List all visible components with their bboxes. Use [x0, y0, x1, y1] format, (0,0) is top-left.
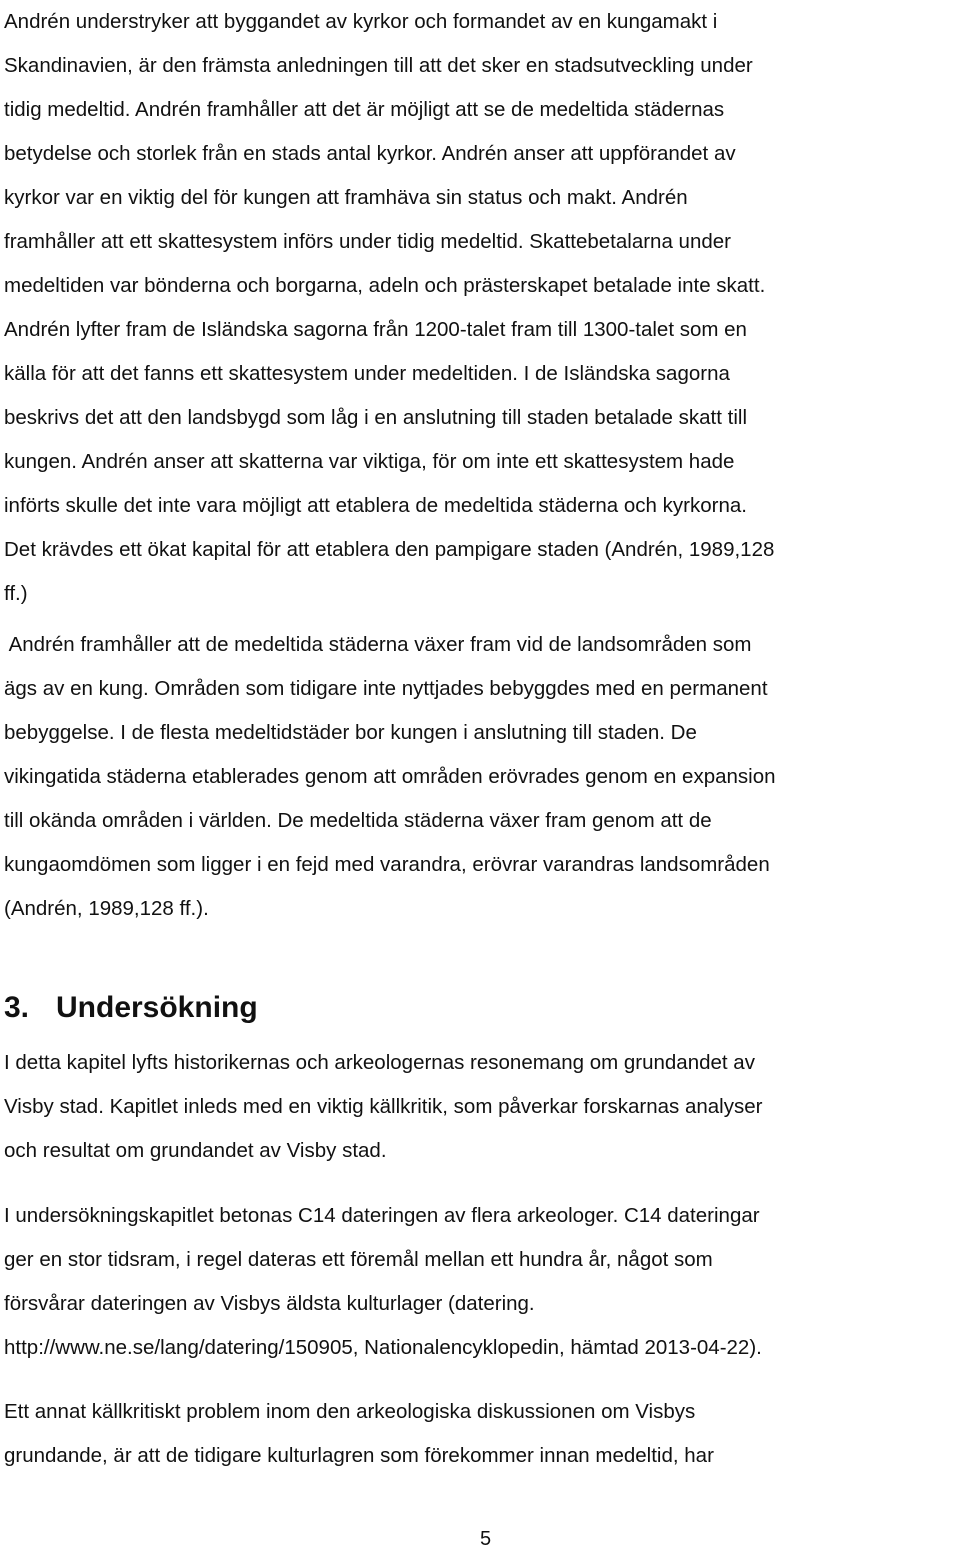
text-line: vikingatida städerna etablerades genom att områden erövrades genom en expansion	[4, 765, 776, 788]
body-paragraph-1	[4, 0, 774, 616]
text-line: kungen. Andrén anser att skatterna var viktiga, för om inte ett skattesystem hade	[4, 450, 735, 473]
text-line: ger en stor tidsram, i regel dateras ett föremål mellan ett hundra år, något som	[4, 1248, 713, 1271]
section-number: 3.	[4, 991, 30, 1024]
text-line: I undersökningskapitlet betonas C14 dateringen av flera arkeologer. C14 dateringar	[4, 1204, 760, 1227]
text-line: kungaomdömen som ligger i en fejd med varandra, erövrar varandras landsområden	[4, 853, 770, 876]
text-line: beskrivs det att den landsbygd som låg i en anslutning till staden betalade skatt till	[4, 406, 747, 429]
text-line: Ett annat källkritiskt problem inom den arkeologiska diskussionen om Visbys	[4, 1400, 696, 1423]
text-line: ff.)	[4, 582, 28, 605]
text-line: Andrén understryker att byggandet av kyrkor och formandet av en kungamakt i	[4, 10, 718, 33]
text-line: framhåller att ett skattesystem införs under tidig medeltid. Skattebetalarna under	[4, 230, 731, 253]
text-line: http://www.ne.se/lang/datering/150905, Nationalencyklopedin, hämtad 2013-04-22).	[4, 1336, 762, 1359]
text-line: grundande, är att de tidigare kulturlagren som förekommer innan medeltid, har	[4, 1444, 714, 1467]
text-line: bebyggelse. I de flesta medeltidstäder bor kungen i anslutning till staden. De	[4, 721, 697, 744]
text-line: Skandinavien, är den främsta anledningen till att det sker en stadsutveckling under	[4, 54, 753, 77]
text-line: källa för att det fanns ett skattesystem under medeltiden. I de Isländska sagorna	[4, 362, 730, 385]
section-heading	[4, 986, 258, 1030]
text-line: tidig medeltid. Andrén framhåller att det är möjligt att se de medeltida städernas	[4, 98, 725, 121]
page-number: 5	[480, 1528, 492, 1550]
text-line: Det krävdes ett ökat kapital för att etablera den pampigare staden (Andrén, 1989,128	[4, 538, 775, 561]
body-paragraph-2	[4, 623, 776, 931]
text-line: Andrén framhåller att de medeltida städerna växer fram vid de landsområden som	[4, 633, 752, 656]
text-line: och resultat om grundandet av Visby stad.	[4, 1139, 387, 1162]
section-paragraph-3	[4, 1390, 714, 1478]
text-line: Andrén lyfter fram de Isländska sagorna från 1200-talet fram till 1300-talet som en	[4, 318, 747, 341]
text-line: medeltiden var bönderna och borgarna, adeln och prästerskapet betalade inte skatt.	[4, 274, 766, 297]
text-line: ägs av en kung. Områden som tidigare inte nyttjades bebyggdes med en permanent	[4, 677, 768, 700]
section-title: Undersökning	[56, 991, 258, 1024]
section-paragraph-2	[4, 1194, 762, 1370]
text-line: försvårar dateringen av Visbys äldsta kulturlager (datering.	[4, 1292, 535, 1315]
text-line: (Andrén, 1989,128 ff.).	[4, 897, 209, 920]
text-line: kyrkor var en viktig del för kungen att framhäva sin status och makt. Andrén	[4, 186, 688, 209]
text-line: Visby stad. Kapitlet inleds med en viktig källkritik, som påverkar forskarnas analyser	[4, 1095, 763, 1118]
text-line: införts skulle det inte vara möjligt att etablera de medeltida städerna och kyrkorna.	[4, 494, 747, 517]
text-line: I detta kapitel lyfts historikernas och arkeologernas resonemang om grundandet av	[4, 1051, 755, 1074]
text-line: till okända områden i världen. De medeltida städerna växer fram genom att de	[4, 809, 712, 832]
text-line: betydelse och storlek från en stads antal kyrkor. Andrén anser att uppförandet av	[4, 142, 736, 165]
section-paragraph-1	[4, 1041, 762, 1173]
